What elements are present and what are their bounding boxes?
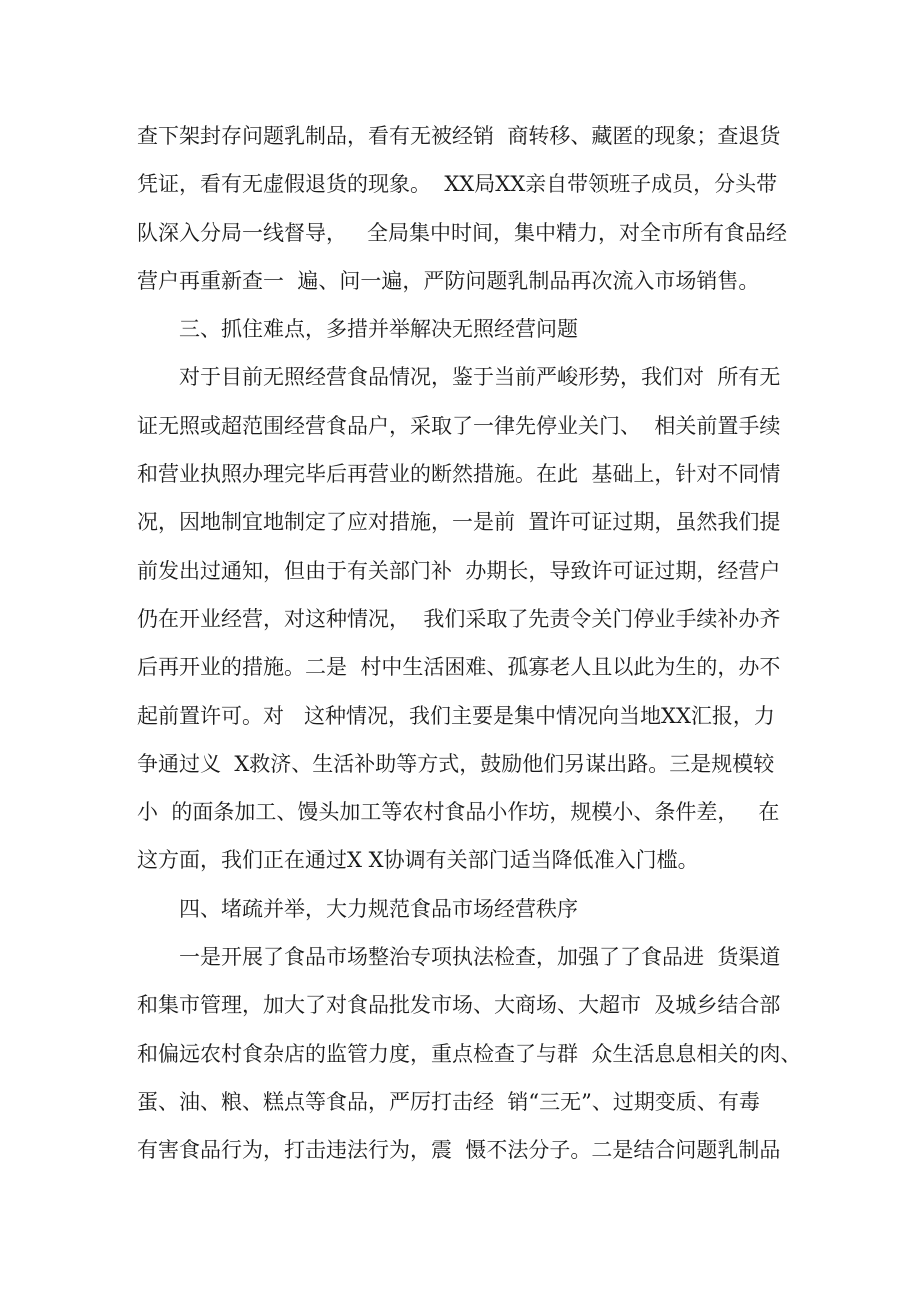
text-line: 仍在开业经营，对这种情况， 我们采取了先责令关门停业手续补办齐 <box>137 606 781 631</box>
text-line: 况，因地制宜地制定了应对措施，一是前 置许可证过期，虽然我们提 <box>137 510 781 535</box>
text-line: 起前置许可。对 这种情况，我们主要是集中情况向当地XX汇报，力 <box>137 703 775 728</box>
section-heading: 四、堵疏并举，大力规范食品市场经营秩序 <box>179 896 578 921</box>
text-line: 证无照或超范围经营食品户，采取了一律先停业关门、 相关前置手续 <box>137 413 781 438</box>
text-line: 和集市管理，加大了对食品批发市场、大商场、大超市 及城乡结合部 <box>137 993 781 1018</box>
text-line: 对于目前无照经营食品情况，鉴于当前严峻形势，我们对 所有无 <box>179 365 781 390</box>
text-line: 有害食品行为，打击违法行为，震 慑不法分子。二是结合问题乳制品 <box>137 1138 781 1163</box>
document-body <box>137 112 802 1175</box>
text-line: 和营业执照办理完毕后再营业的断然措施。在此 基础上，针对不同情 <box>137 462 781 487</box>
text-line: 营户再重新查一 遍、问一遍，严防问题乳制品再次流入市场销售。 <box>137 268 760 293</box>
text-line: 小 的面条加工、馒头加工等农村食品小作坊，规模小、条件差， 在 <box>137 800 780 825</box>
text-line: 和偏远农村食杂店的监管力度，重点检查了与群 众生活息息相关的肉、 <box>137 1041 802 1066</box>
text-line: 这方面，我们正在通过X X协调有关部门适当降低准入门槛。 <box>137 848 699 873</box>
text-line: 争通过义 X救济、生活补助等方式，鼓励他们另谋出路。三是规模较 <box>137 751 775 776</box>
section-heading: 三、抓住难点，多措并举解决无照经营问题 <box>179 317 578 342</box>
text-line: 凭证，看有无虚假退货的现象。 XX局XX亲自带领班子成员，分头带 <box>137 172 778 197</box>
text-line: 查下架封存问题乳制品，看有无被经销 商转移、藏匿的现象；查退货 <box>137 124 781 148</box>
text-line: 前发出过通知，但由于有关部门补 办期长，导致许可证过期，经营户 <box>137 558 781 583</box>
text-line: 一是开展了食品市场整治专项执法检查，加强了了食品进 货渠道 <box>179 945 781 970</box>
text-line: 后再开业的措施。二是 村中生活困难、孤寡老人且以此为生的，办不 <box>137 655 781 680</box>
text-line: 蛋、油、粮、糕点等食品，严厉打击经 销“三无”、过期变质、有毒 <box>137 1089 760 1114</box>
text-line: 队深入分局一线督导， 全局集中时间，集中精力，对全市所有食品经 <box>137 220 788 245</box>
